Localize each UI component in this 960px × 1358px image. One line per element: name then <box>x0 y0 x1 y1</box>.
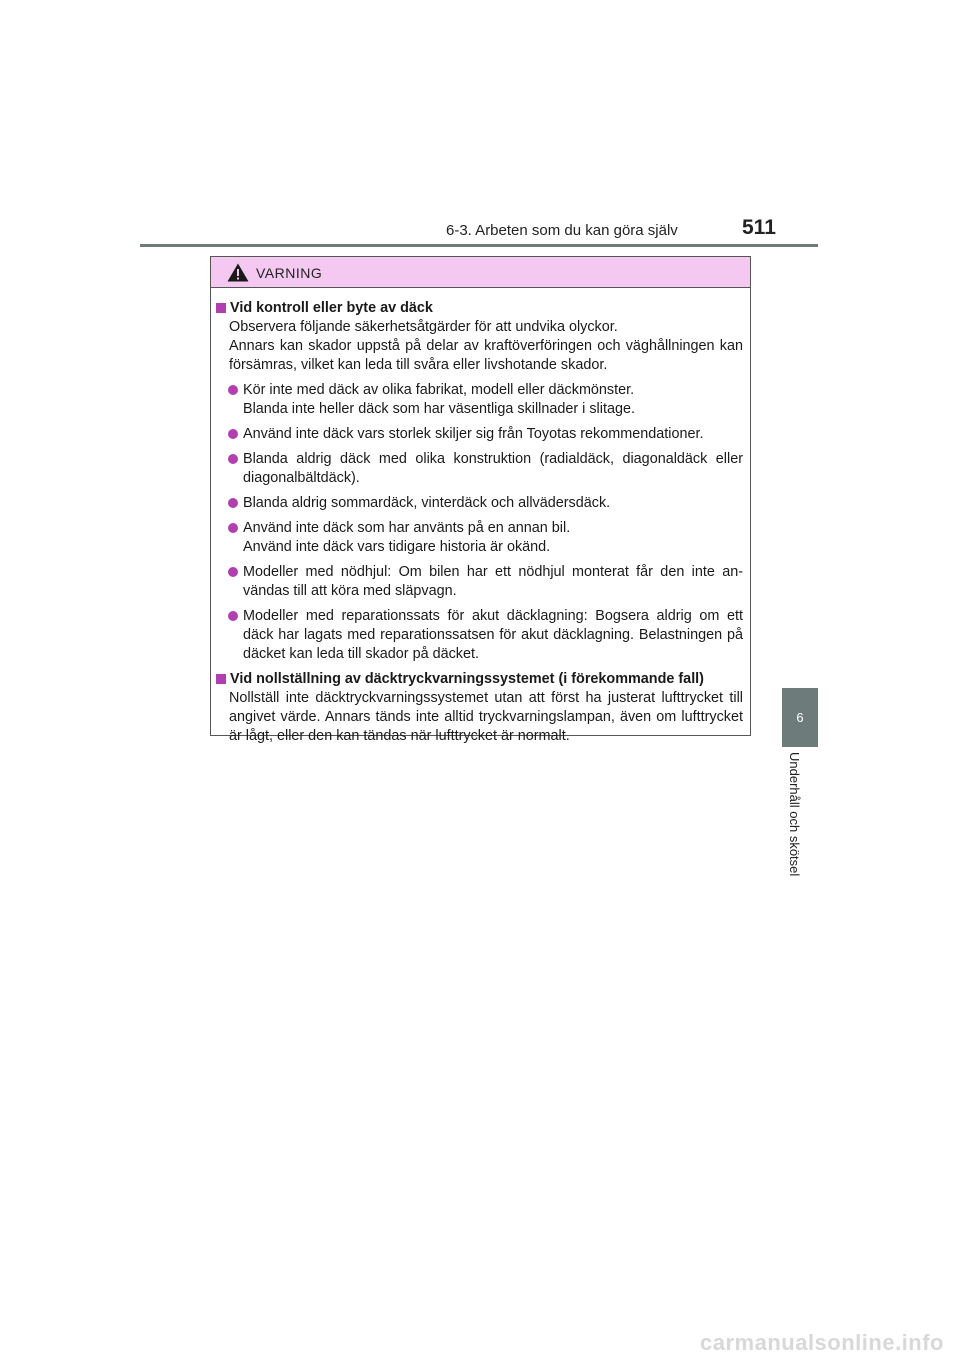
chapter-label <box>785 752 815 902</box>
page-number: 511 <box>742 216 776 239</box>
bullet-item <box>211 607 750 664</box>
chapter-number: 6 <box>796 710 804 725</box>
section-heading: 6-3. Arbeten som du kan göra själv <box>446 222 678 239</box>
bullet-item <box>211 519 750 557</box>
intro-line: Annars kan skador uppstå på delar av kraftöverföringen och väghållningen kan försämras, vilket kan leda till svåra eller livshotande skador. <box>229 338 743 373</box>
round-bullet-icon <box>228 611 238 621</box>
warning-header <box>211 257 750 288</box>
warning-triangle-icon <box>227 263 249 282</box>
section-title-text: Vid kontroll eller byte av däck <box>230 300 433 316</box>
watermark: carmanualsonline.info <box>700 1330 944 1355</box>
warning-title: VARNING <box>256 265 323 281</box>
round-bullet-icon <box>228 567 238 577</box>
bullet-list <box>211 381 750 664</box>
warning-box <box>210 256 751 744</box>
bullet-line: Modeller med nödhjul: Om bilen har ett nödhjul monterat får den inte an-vändas till att köra med släpvagn. <box>243 564 743 599</box>
round-bullet-icon <box>228 385 238 395</box>
intro-line: Nollställ inte däcktryckvarningssystemet utan att först ha justerat lufttrycket till angivet värde. Annars tänds inte alltid tryckvarningslampan, även om lufttrycket är lågt, eller den kan tändas när lufttrycket är normalt. <box>229 690 743 744</box>
warning-section-title <box>211 670 750 689</box>
chapter-label-text: Underhåll och skötsel <box>787 752 802 877</box>
square-bullet-icon <box>216 303 226 313</box>
bullet-line: Blanda aldrig däck med olika konstruktion (radialdäck, diagonaldäck eller diagonalbältdäck). <box>243 451 743 486</box>
bullet-line: Använd inte däck som har använts på en annan bil. <box>243 520 571 536</box>
bullet-item <box>211 563 750 601</box>
bullet-item <box>211 425 750 444</box>
intro-line: Observera följande säkerhetsåtgärder för att undvika olyckor. <box>229 319 618 335</box>
bullet-line: Blanda aldrig sommardäck, vinterdäck och allvädersdäck. <box>243 495 611 511</box>
round-bullet-icon <box>228 454 238 464</box>
round-bullet-icon <box>228 498 238 508</box>
section-intro <box>211 318 750 375</box>
square-bullet-icon <box>216 674 226 684</box>
bullet-item <box>211 494 750 513</box>
footer <box>0 1300 960 1358</box>
bullet-line: Blanda inte heller däck som har väsentliga skillnader i slitage. <box>243 401 635 417</box>
section-title-text: Vid nollställning av däcktryckvarningssystemet (i förekommande fall) <box>230 671 704 687</box>
section-intro <box>211 689 750 746</box>
warning-section-title <box>211 299 750 318</box>
bullet-item <box>211 381 750 419</box>
bullet-line: Använd inte däck vars tidigare historia är okänd. <box>243 539 551 555</box>
bullet-item <box>211 450 750 488</box>
bullet-line: Kör inte med däck av olika fabrikat, modell eller däckmönster. <box>243 382 635 398</box>
round-bullet-icon <box>228 523 238 533</box>
bullet-line: Modeller med reparationssats för akut däcklagning: Bogsera aldrig om ett däck har lagats med reparationssatsen för akut däcklagning. Belastningen på däcket kan leda till skador på däcket. <box>243 608 743 662</box>
bullet-line: Använd inte däck vars storlek skiljer sig från Toyotas rekommendationer. <box>243 426 704 442</box>
header-divider <box>140 244 818 247</box>
warning-body <box>211 299 750 746</box>
round-bullet-icon <box>228 429 238 439</box>
